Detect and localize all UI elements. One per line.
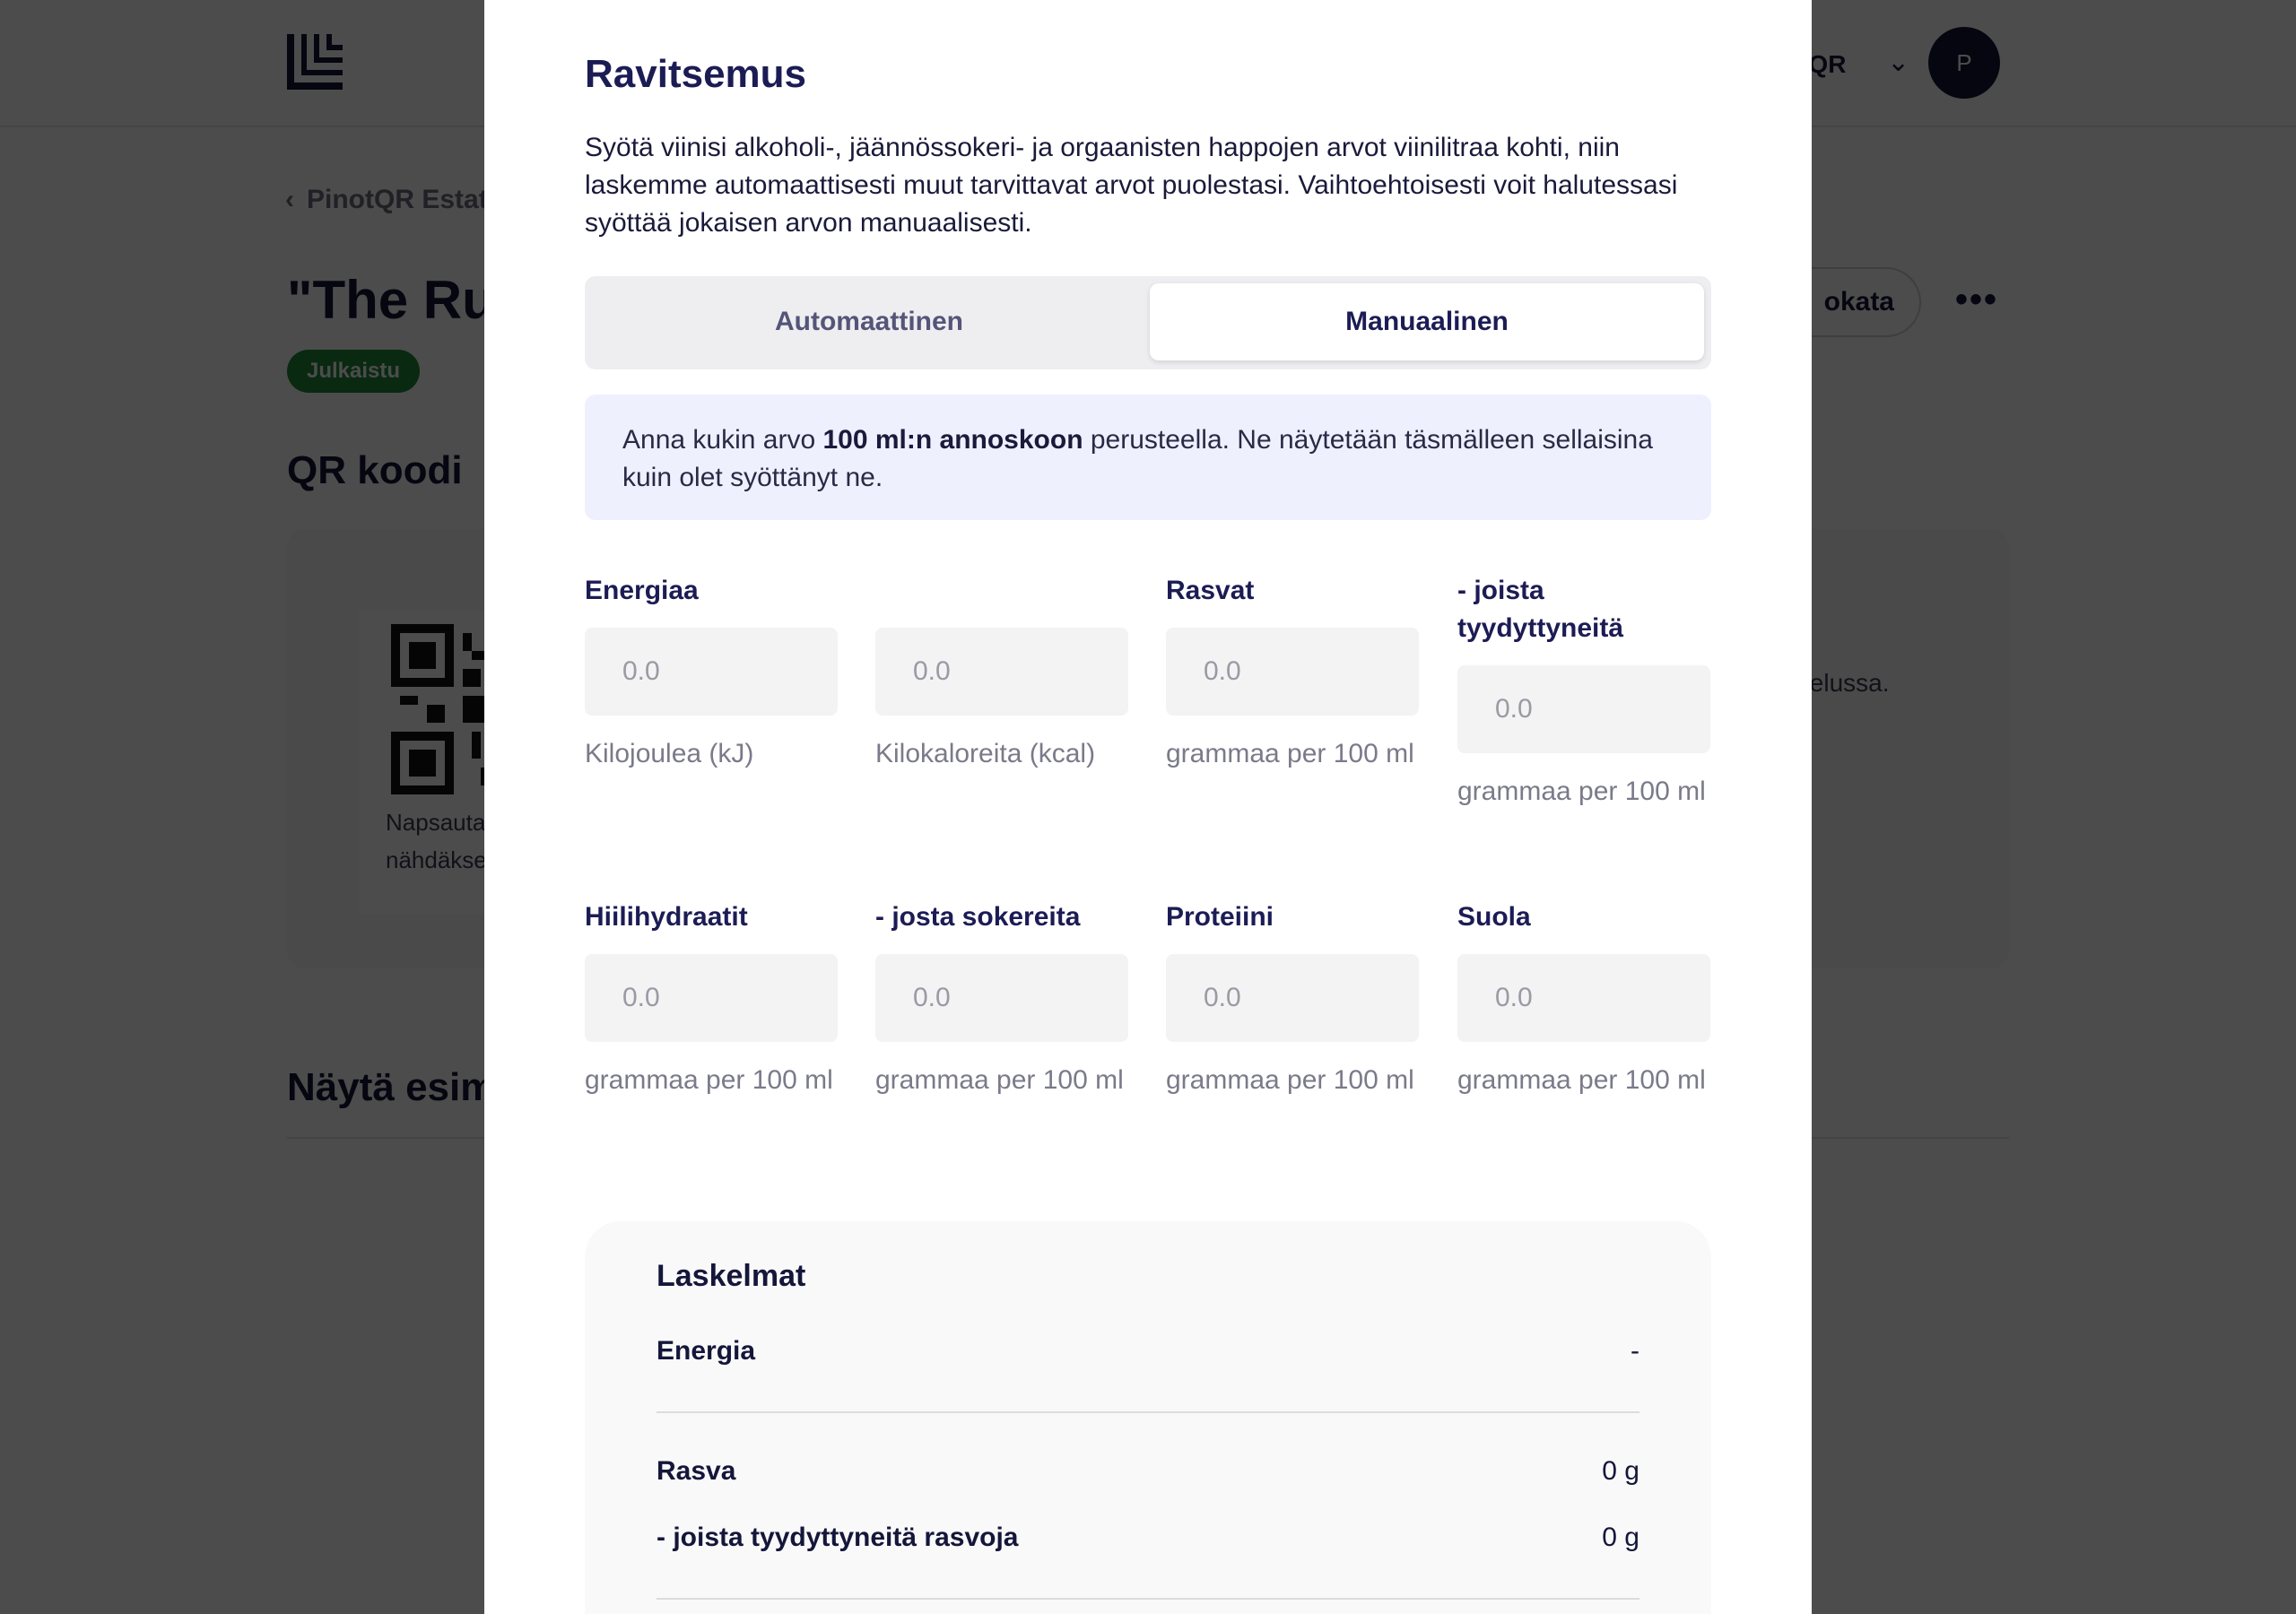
calc-row-energy <box>657 1336 1639 1367</box>
calc-divider <box>657 1411 1639 1413</box>
field-label-sugars: - josta sokereita <box>875 902 1081 932</box>
info-text-bold: 100 ml:n annoskoon <box>822 425 1083 455</box>
calc-row-label: Rasva <box>657 1456 736 1486</box>
salt-input[interactable] <box>1457 954 1710 1042</box>
field-help-salt: grammaa per 100 ml <box>1457 1065 1706 1095</box>
field-help-protein: grammaa per 100 ml <box>1166 1065 1414 1095</box>
info-banner <box>585 395 1711 520</box>
energy-kcal-input[interactable] <box>875 628 1128 716</box>
calc-row-label: - joista tyydyttyneitä rasvoja <box>657 1523 1019 1552</box>
field-label-salt: Suola <box>1457 902 1531 932</box>
tab-manual[interactable]: Manuaalinen <box>1150 283 1704 360</box>
field-help-sugars: grammaa per 100 ml <box>875 1065 1124 1095</box>
field-help-saturated-fat: grammaa per 100 ml <box>1457 777 1706 806</box>
protein-input[interactable] <box>1166 954 1419 1042</box>
calc-row-value: - <box>1631 1336 1639 1366</box>
calc-row-saturated-fat <box>657 1523 1639 1553</box>
carbohydrates-input[interactable] <box>585 954 838 1042</box>
field-label-energy: Energiaa <box>585 576 699 605</box>
field-label-fat: Rasvat <box>1166 576 1255 605</box>
tab-automatic[interactable]: Automaattinen <box>775 307 963 336</box>
field-help-carbohydrates: grammaa per 100 ml <box>585 1065 833 1095</box>
calculations-title: Laskelmat <box>657 1259 806 1293</box>
field-help-energy-kj: Kilojoulea (kJ) <box>585 739 754 768</box>
info-text-start: Anna kukin arvo <box>622 425 823 455</box>
field-label-saturated-fat: - joista tyydyttyneitä <box>1457 576 1624 643</box>
modal-title: Ravitsemus <box>585 52 807 96</box>
modal-description: Syötä viinisi alkoholi-, jäännössokeri- ja orgaanisten happojen arvot viinilitraa kohti, niin laskemme automaattisesti muut tarvittavat arvot puolestasi. Vaihtoehtoisesti voit halutessasi syöttää jokaisen arvon manuaalisesti. <box>585 133 1678 238</box>
mode-switch <box>585 276 1711 369</box>
calc-divider <box>657 1598 1639 1600</box>
field-label-carbohydrates: Hiilihydraatit <box>585 902 748 932</box>
field-help-fat: grammaa per 100 ml <box>1166 739 1414 768</box>
field-help-energy-kcal: Kilokaloreita (kcal) <box>875 739 1096 768</box>
energy-kj-input[interactable] <box>585 628 838 716</box>
calc-row-value: 0 g <box>1602 1523 1639 1552</box>
info-text-end: perusteella. Ne näytetään täsmälleen sellaisina kuin olet syöttänyt ne. <box>622 425 1653 492</box>
fat-input[interactable] <box>1166 628 1419 716</box>
calc-row-label: Energia <box>657 1336 756 1366</box>
saturated-fat-input[interactable] <box>1457 665 1710 753</box>
calc-row-value: 0 g <box>1602 1456 1639 1486</box>
nutrition-modal <box>484 0 1812 1614</box>
calc-row-fat <box>657 1456 1639 1487</box>
calculations-card <box>585 1221 1711 1614</box>
sugars-input[interactable] <box>875 954 1128 1042</box>
field-label-protein: Proteiini <box>1166 902 1274 932</box>
